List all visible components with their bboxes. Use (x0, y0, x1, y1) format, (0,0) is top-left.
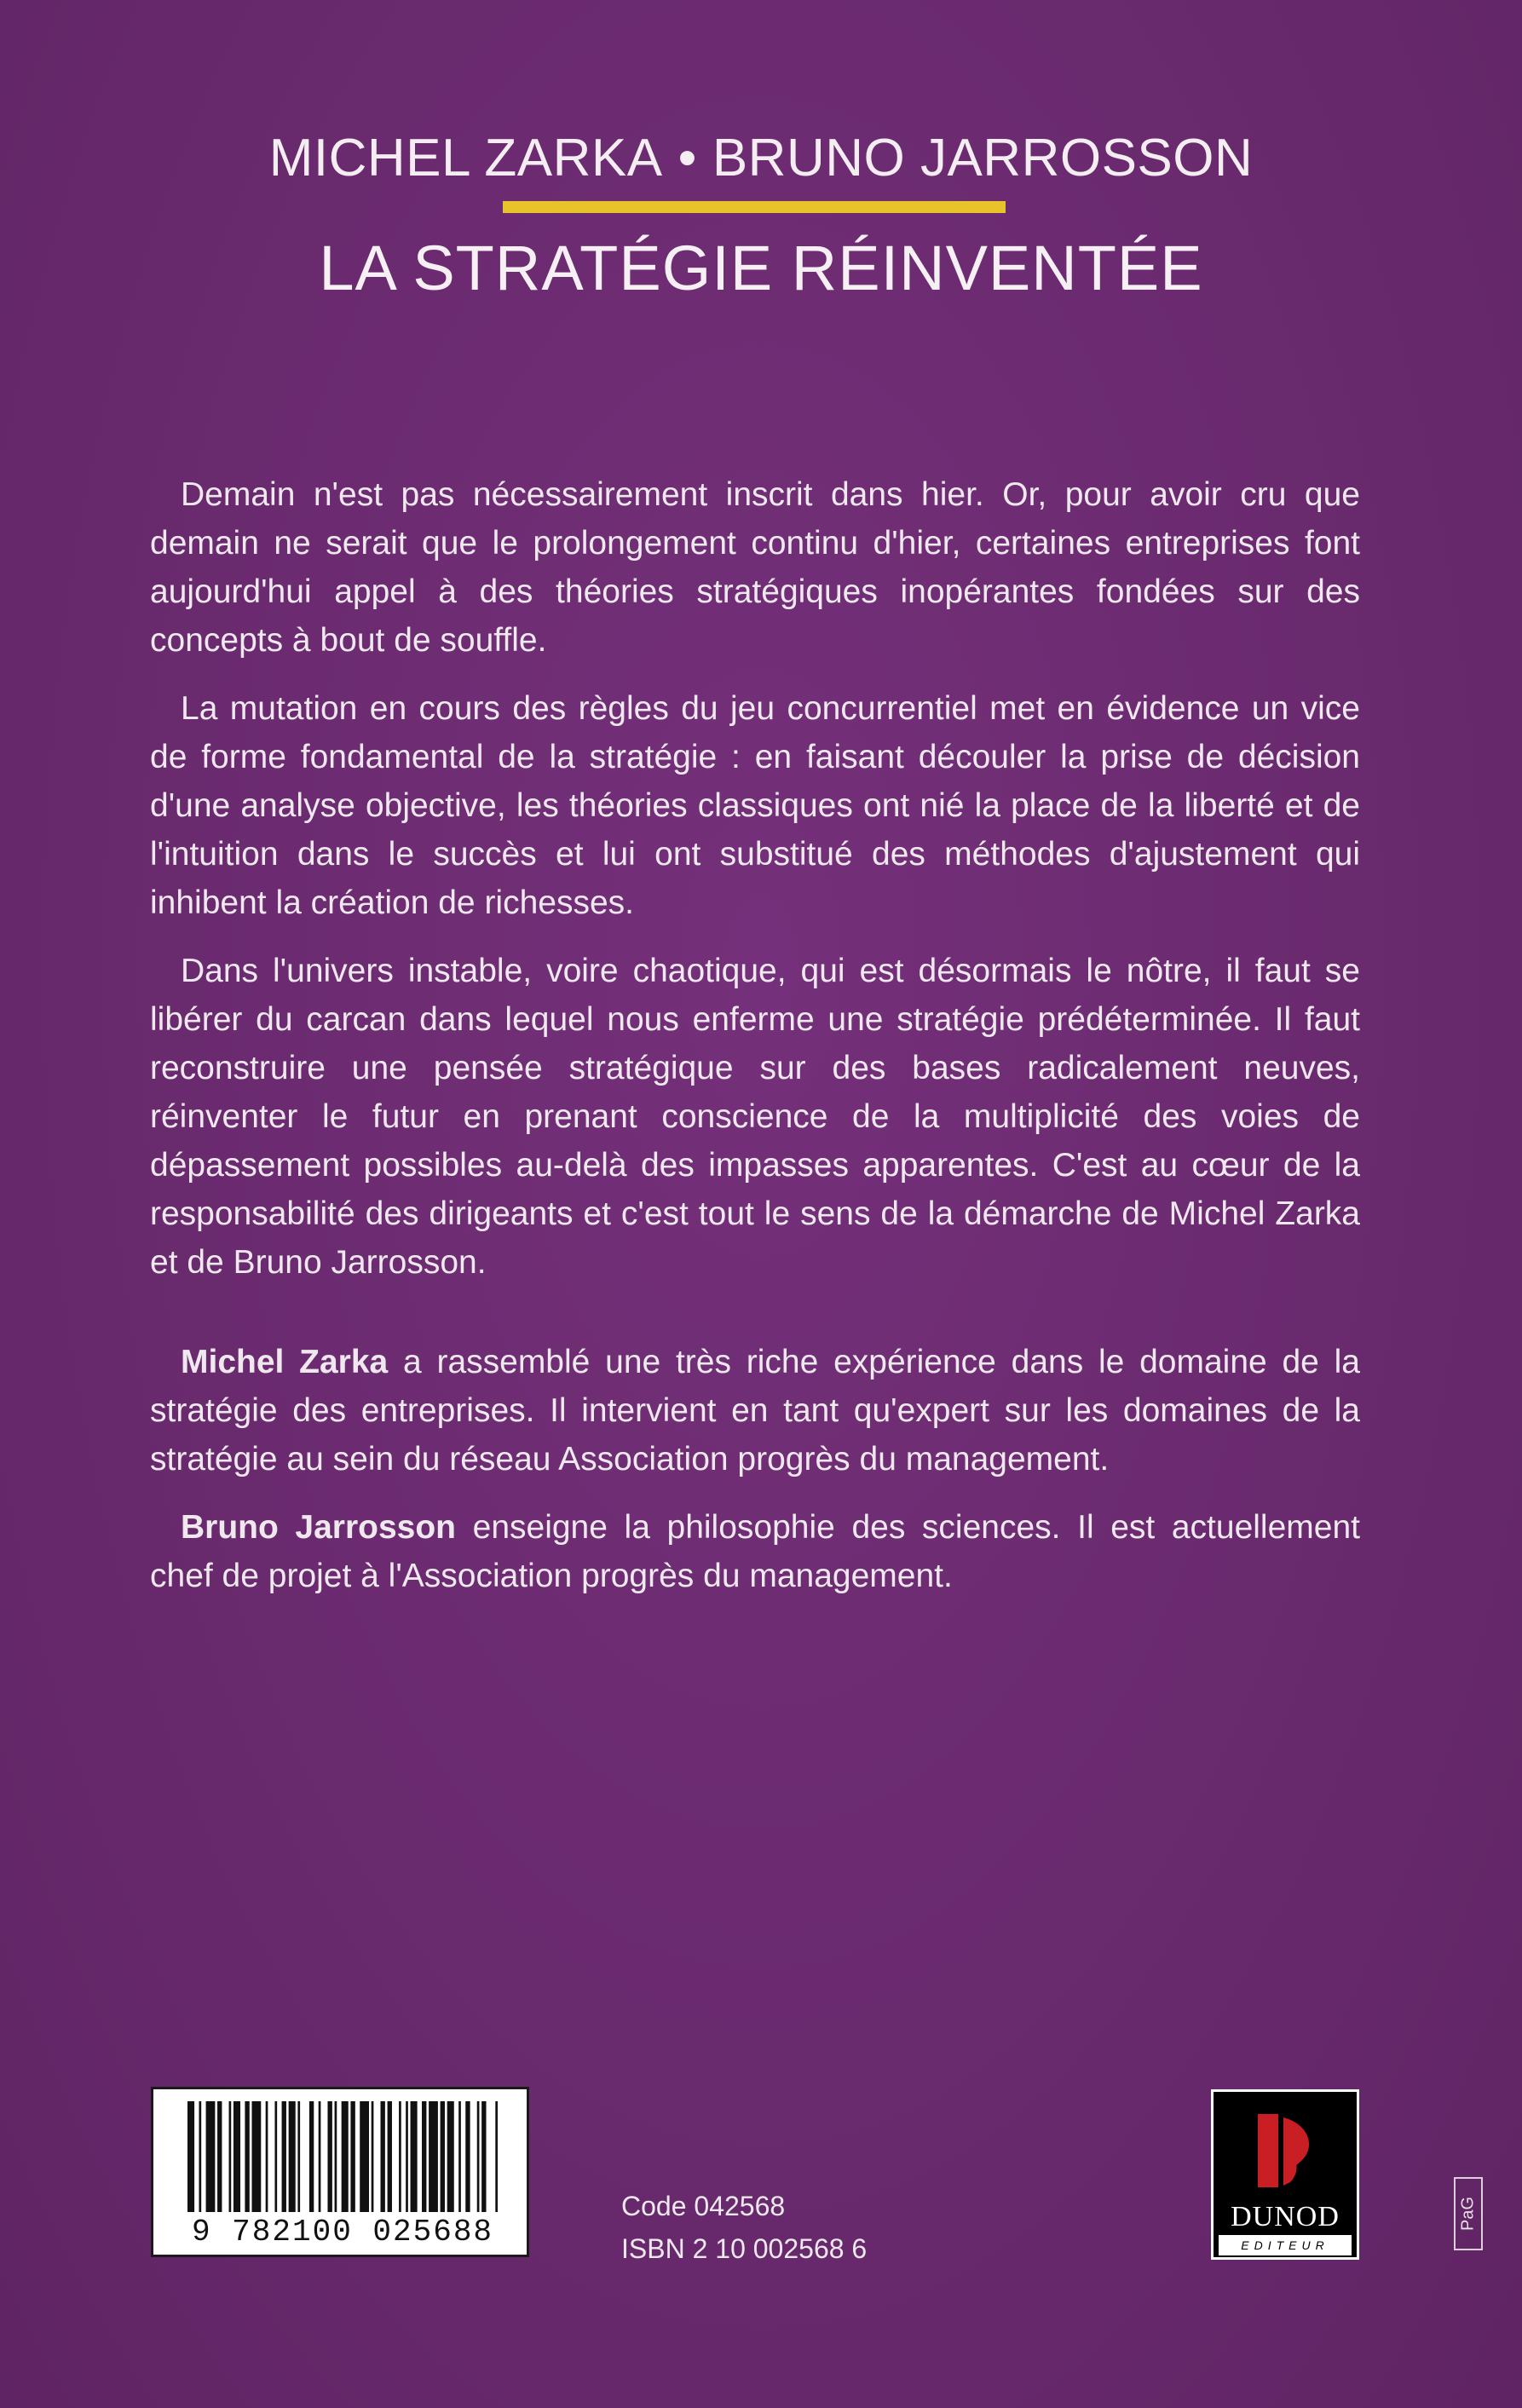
barcode-bars (187, 2101, 498, 2212)
barcode-bar (199, 2101, 201, 2212)
barcode-bar (422, 2101, 426, 2212)
author-2: BRUNO JARROSSON (712, 129, 1254, 187)
author-1: MICHEL ZARKA (268, 129, 663, 187)
isbn: ISBN 2 10 002568 6 (621, 2233, 868, 2264)
barcode-bar (229, 2101, 232, 2212)
barcode-bar (274, 2101, 277, 2212)
barcode-bar (399, 2101, 401, 2212)
barcode-bar (350, 2101, 355, 2212)
barcode (151, 2087, 529, 2257)
dunod-logo-icon (1249, 2109, 1321, 2191)
barcode-bar (360, 2101, 369, 2212)
barcode-bar (297, 2101, 300, 2212)
printer-mark-text: PaG (1458, 2196, 1478, 2232)
summary-paragraph: Dans l'univers instable, voire chaotique, qui est désormais le nôtre, il faut se libérer du carcan dans lequel nous enferme une stratégie prédéterminée. Il faut reconstruire une pensée stratégique sur des bases radicalement neuves, réinventer le futur en prenant conscience de la multiplicité des voies de dépassement possibles au-delà des impasses apparentes. C'est au cœur de la responsabilité des dirigeants et c'est tout le sens de la démarche de Michel Zarka et de Bruno Jarrosson. (150, 953, 1360, 1281)
publisher-subtitle: EDITEUR (1219, 2235, 1352, 2255)
authors-line (0, 128, 1522, 188)
barcode-bar (245, 2101, 249, 2212)
barcode-bar (289, 2101, 296, 2212)
barcode-bar (458, 2101, 461, 2212)
summary-text (150, 470, 1360, 1306)
book-codes (621, 2185, 867, 2270)
summary-paragraph: La mutation en cours des règles du jeu concurrentiel met en évidence un vice de forme fondamental de la stratégie : en faisant découler la prise de décision d'une analyse objective, les théories classiques ont nié la place de la liberté et de l'intuition dans le succès et lui ont substitué des méthodes d'ajustement qui inhibent la création de richesses. (150, 690, 1360, 921)
barcode-bar (447, 2101, 454, 2212)
barcode-bar (495, 2101, 498, 2212)
publisher-name: DUNOD (1214, 2201, 1357, 2233)
barcode-bar (206, 2101, 216, 2212)
barcode-bar (411, 2101, 418, 2212)
bio-paragraph (150, 1503, 1360, 1600)
barcode-bar (233, 2101, 240, 2212)
barcode-bar (335, 2101, 337, 2212)
bio-paragraph (150, 1338, 1360, 1483)
book-title: LA STRATÉGIE RÉINVENTÉE (319, 233, 1203, 303)
author-separator: • (677, 129, 697, 187)
barcode-bar (465, 2101, 470, 2212)
barcode-bar (481, 2101, 486, 2212)
barcode-bar (342, 2101, 349, 2212)
bio-text: a rassemblé une très riche expérience dans le domaine de la stratégie des entreprises. Il intervient en tant qu'expert sur les domaines de la stratégie au sein du réseau Association progrès du management. (150, 1344, 1360, 1478)
barcode-number: 9 782100 025688 (191, 2215, 494, 2250)
bio-name: Bruno Jarrosson (181, 1509, 457, 1546)
bio-name: Michel Zarka (181, 1344, 389, 1380)
publisher-logo (1211, 2089, 1359, 2260)
bio-text: enseigne la philosophie des sciences. Il est actuellement chef de projet à l'Association progrès du management. (150, 1509, 1360, 1594)
barcode-bar (429, 2101, 438, 2212)
barcode-bar (282, 2101, 286, 2212)
barcode-bar (252, 2101, 262, 2212)
printer-mark (1454, 2177, 1483, 2250)
barcode-bar (372, 2101, 374, 2212)
barcode-bar (187, 2101, 194, 2212)
title-rule (503, 201, 1006, 213)
barcode-bar (477, 2101, 480, 2212)
product-code: Code 042568 (621, 2191, 786, 2221)
author-bios (150, 1338, 1360, 1620)
summary-paragraph: Demain n'est pas nécessairement inscrit dans hier. Or, pour avoir cru que demain ne serait que le prolongement continu d'hier, certaines entreprises font aujourd'hui appel à des théories stratégiques inopérantes fondées sur des concepts à bout de souffle. (150, 476, 1360, 659)
barcode-bar (406, 2101, 408, 2212)
barcode-bar (388, 2101, 392, 2212)
barcode-bar (380, 2101, 384, 2212)
barcode-bar (217, 2101, 222, 2212)
barcode-bar (319, 2101, 321, 2212)
barcode-bar (327, 2101, 331, 2212)
barcode-bar (266, 2101, 268, 2212)
barcode-bar (441, 2101, 445, 2212)
barcode-bar (309, 2101, 314, 2212)
